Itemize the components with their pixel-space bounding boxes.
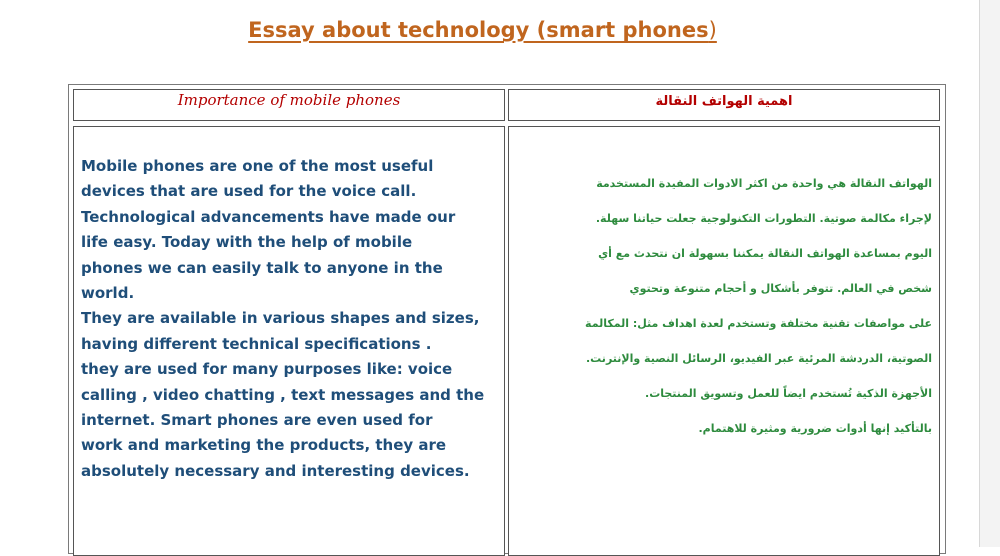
page-title-close-paren: )	[708, 18, 717, 42]
arabic-essay	[514, 166, 932, 446]
arabic-line: الصوتية، الدردشة المرئية عبر الفيديو، الرسائل النصية والإنترنت.	[585, 352, 932, 365]
page-title-text: Essay about technology (smart phones	[248, 18, 709, 42]
english-line: phones we can easily talk to anyone in the	[81, 258, 443, 277]
english-essay	[81, 154, 501, 484]
page-edge	[979, 0, 1000, 547]
english-line: life easy. Today with the help of mobile	[81, 233, 413, 252]
arabic-line: الهواتف النقالة هي واحدة من اكثر الادوات المفيدة المستخدمة	[596, 177, 932, 190]
english-line: Technological advancements have made our	[81, 207, 456, 226]
arabic-line: بالتأكيد إنها أدوات ضرورية ومثيرة للاهتمام.	[698, 422, 932, 435]
english-line: having different technical specifications .	[81, 334, 432, 353]
english-line: they are used for many purposes like: voice	[81, 360, 453, 379]
arabic-line: شخص في العالم. تتوفر بأشكال و أحجام متنوعة وتحتوي	[629, 282, 932, 295]
arabic-heading: اهمية الهواتف النقالة	[655, 94, 793, 109]
english-line: Mobile phones are one of the most useful	[81, 157, 434, 175]
english-line: world.	[81, 284, 135, 303]
arabic-line: الأجهزة الذكية تُستخدم ايضاً للعمل وتسويق المنتجات.	[645, 387, 932, 400]
arabic-line: اليوم بمساعدة الهواتف النقالة يمكننا بسهولة ان نتحدث مع أي	[598, 247, 932, 260]
english-heading: Importance of mobile phones	[177, 91, 401, 109]
english-line: devices that are used for the voice call.	[81, 182, 417, 201]
arabic-line: لإجراء مكالمة صوتية. التطورات التكنولوجية جعلت حياتنا سهلة.	[595, 212, 932, 225]
english-line: absolutely necessary and interesting devices.	[81, 461, 470, 480]
english-line: work and marketing the products, they are	[81, 436, 447, 455]
english-line: They are available in various shapes and sizes,	[81, 309, 480, 328]
english-line: calling , video chatting , text messages and the	[81, 385, 485, 404]
english-line: internet. Smart phones are even used for	[81, 411, 433, 430]
page-title	[0, 18, 965, 42]
arabic-line: على مواصفات تقنية مختلفة وتستخدم لعدة اهداف مثل: المكالمة	[585, 317, 932, 330]
